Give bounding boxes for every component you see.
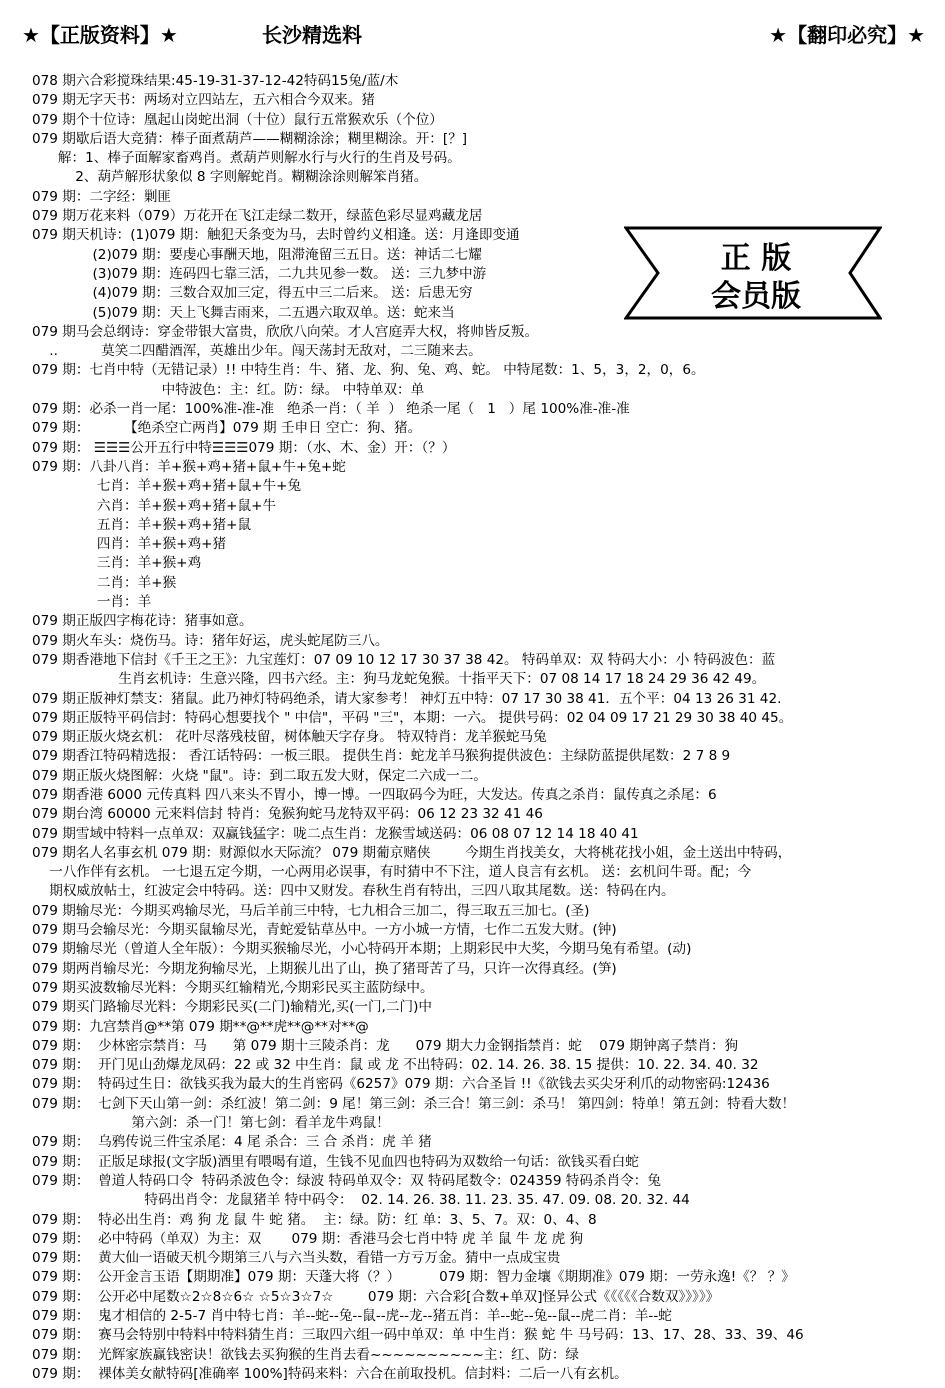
member-edition-badge (624, 218, 882, 328)
text-line: 079 期： 曾道人特码口令 特码杀波色令：绿波 特码单双令：双 特码尾数令：024359 特码杀肖令：兔 (32, 1172, 661, 1189)
text-line: 三肖：羊+猴+鸡 (32, 555, 202, 572)
text-line: 二肖：羊+猴 (32, 574, 177, 591)
text-line: 079 期： 必中特码（单双）为主：双 079 期：香港马会七肖中特 虎 羊 鼠 牛 龙 虎 狗 (32, 1230, 584, 1247)
text-line: 079 期：必杀一肖一尾：100%准-准-准 绝杀一肖：（ 羊 ） 绝杀一尾（ 1 ）尾 100%准-准-准 (32, 401, 630, 418)
text-line: 079 期： 正版足球报(文字版)酒里有喂喝有道，生钱不见血四也特码为双数给一句话：欲钱买看白蛇 (32, 1153, 639, 1170)
text-line: 079 期： 开门见山劲爆龙凤码：22 或 32 中生肖：鼠 或 龙 不出特码：02. 14. 26. 38. 15 提供：10. 22. 34. 40. 32 (32, 1057, 759, 1074)
text-line: 079 期名人名事玄机 079 期：财源似水天际流？ 079 期葡京赌侠 今期生肖找美女，大将桃花找小姐，金土送出中特码， (32, 844, 792, 861)
text-line: 079 期： 鬼才相信的 2-5-7 肖中特七肖：羊--蛇--兔--鼠--虎--龙--猪五肖：羊--蛇--兔--鼠--虎二肖：羊--蛇 (32, 1308, 672, 1324)
text-line: 079 期： 光辉家族赢钱密诀！欲钱去买狗猴的生肖去看~~~~~~~~~~主：红、防：绿 (32, 1346, 580, 1363)
text-line: 079 期雪域中特料一点单双：双赢钱猛字：咙二点生肖：龙猴雪域送码：06 08 07 12 14 18 40 41 (32, 825, 639, 842)
text-line: 079 期歇后语大竞猜：棒子面煮葫芦——糊糊涂涂；糊里糊涂。开：[？] (32, 130, 468, 147)
text-line: 079 期正版神灯禁支：猪鼠。此乃神灯特码绝杀，请大家参考！ 神灯五中特：07 17 30 38 41．五个平：04 13 26 31 42. (32, 690, 782, 707)
text-line: (5)079 期：天上飞舞吉雨来，二五遇六取双单。送：蛇来当 (32, 304, 455, 321)
text-line: 079 期： 乌鸦传说三件宝杀尾：4 尾 杀合：三 合 杀肖：虎 羊 猪 (32, 1134, 432, 1151)
text-line: 第六剑：杀一门！第七剑：看羊龙牛鸡鼠！ (32, 1115, 390, 1132)
text-line: 079 期： 公开金言玉语【期期准】079 期：天蓬大将（？） 079 期：智力金壤《期期准》079 期：一劳永逸!《？ ？》 (32, 1269, 795, 1286)
text-line: 079 期：九宫禁肖@**第 079 期**@**虎**@**对**@ (32, 1018, 369, 1035)
text-line: 079 期正版火烧玄机： 花叶尽落残枝留，树体触天字存身。 特双特肖：龙羊猴蛇马兔 (32, 729, 547, 746)
text-line: 079 期：八卦八肖：羊+猴+鸡+猪+鼠+牛+兔+蛇 (32, 458, 346, 475)
text-line: 079 期香港地下信封《千王之王》：九宝莲灯：07 09 10 12 17 30 37 38 42。 特码单双：双 特码大小：小 特码波色：蓝 (32, 651, 776, 668)
text-line: (4)079 期：三数合双加三定，得五中三二后来。 送：后患无穷 (32, 285, 473, 302)
text-line: 079 期台湾 60000 元来料信封 特肖：兔猴狗蛇马龙特双平码：06 12 23 32 41 46 (32, 806, 543, 823)
text-line: 五肖：羊+猴+鸡+猪+鼠 (32, 516, 252, 533)
text-line: 079 期万花来料（079）万花开在飞江走绿二数开，绿蓝色彩尽显鸡藏龙居 (32, 208, 483, 225)
page-title: 长沙精选料 (262, 23, 362, 47)
text-line: 079 期正版火烧图解：火烧 "鼠"。诗：到二取五发大财，保定二六成一二。 (32, 767, 487, 784)
text-line: 六肖：羊+猴+鸡+猪+鼠+牛 (32, 497, 277, 514)
text-line: 079 期： 黄大仙一语破天机今期第三八与六当头数，看错一方亏万金。猜中一点成宝贵 (32, 1250, 561, 1267)
text-line: 079 期： 赛马会特别中特料中特料猜生肖：三取四六组一码中单双：单 中生肖：猴 蛇 牛 马号码：13、17、28、33、39、46 (32, 1327, 804, 1344)
text-line: 079 期： 少林密宗禁肖：马 第 079 期十三陵杀肖：龙 079 期大力金钢指禁肖：蛇 079 期钟离子禁肖：狗 (32, 1037, 739, 1054)
text-line: 079 期： 裸体美女献特码[准确率 100%]特码来料：六合在前取投机。信封料：二后一八有玄机。 (32, 1365, 628, 1382)
text-line: 七肖：羊+猴+鸡+猪+鼠+牛+兔 (32, 478, 302, 495)
header-left-tag: ★【正版资料】★ (22, 23, 178, 47)
text-line: 特码出肖令：龙鼠猪羊 特中码令： 02. 14. 26. 38. 11. 23. 35. 47. 09. 08. 20. 32. 44 (32, 1192, 690, 1209)
text-line: 079 期火车头：烧伤马。诗：猪年好运，虎头蛇尾防三八。 (32, 632, 389, 649)
text-line: 078 期六合彩搅珠结果:45-19-31-37-12-42特码15兔/蓝/木 (32, 73, 399, 89)
text-line: 079 期：二字经：剿匪 (32, 188, 172, 205)
badge-line-2: 会员版 (711, 279, 801, 314)
text-line: 四肖：羊+猴+鸡+猪 (32, 536, 227, 553)
text-line: 079 期无字天书：两场对立四站左，五六相合今双来。猪 (32, 92, 375, 109)
text-line: 一八作伴有玄机。 一七退五定今期，一心两用必误事，有时猜中不下注，道人良言有玄机。 送：玄机问牛哥。配；今 (32, 864, 752, 881)
text-line: 079 期天机诗：(1)079 期：触犯天条变为马，去时曾约义相逢。送：月逢即变通 (32, 227, 520, 244)
text-line: 079 期马会总纲诗：穿金带银大富贵，欣欣八向荣。才人宫庭弄大权，将帅皆反叛。 (32, 323, 539, 340)
text-line: 079 期个十位诗：凰起山岗蛇出洞（十位）鼠行五常猴欢乐（个位） (32, 111, 443, 128)
text-line: 079 期正版四字梅花诗：猪事如意。 (32, 613, 253, 630)
text-line: 079 期： 特必出生肖：鸡 狗 龙 鼠 牛 蛇 猪。 主：绿。防：红 单：3、5、7。双：0、4、8 (32, 1211, 597, 1228)
text-line: 079 期： 七剑下天山第一剑：杀红波！第二剑：9 尾！第三剑：杀三合！第三剑：杀马！ 第四剑：特单！第五剑：特看大数！ (32, 1095, 796, 1112)
text-line: 079 期正版特平码信封：特码心想要找个 " 中信"，平码 "三"，本期：一六。 提供号码：02 04 09 17 21 29 30 38 40 45。 (32, 709, 793, 726)
text-line: (3)079 期：连码四七靠三活，二九共见参一数。 送：三九梦中游 (32, 265, 487, 282)
text-line: 079 期输尽光（曾道人全年版）：今期买猴输尽光，小心特码开本期；上期彩民中大奖，今期马兔有希望。(动) (32, 941, 692, 958)
text-line: 079 期买波数输尽光料：今期买红输精光,今期彩民买主蓝防绿中。 (32, 979, 434, 996)
text-line: 079 期： 【绝杀空亡两肖】079 期 壬申日 空亡：狗、猪。 (32, 420, 422, 437)
text-line: 079 期香港 6000 元传真料 四八来头不胃小，博一博。一四取码今为旺，大发达。传真之杀肖：鼠传真之杀尾：6 (32, 786, 717, 803)
text-line: 一肖：羊 (32, 594, 152, 611)
text-line: 079 期：七肖中特（无错记录）!! 中特生肖：牛、猪、龙、狗、兔、鸡、蛇。 中特尾数：1、5，3，2，0，6。 (32, 362, 705, 379)
text-line: 2、葫芦解形状象似 8 字则解蛇肖。糊糊涂涂则解笨肖猪。 (32, 169, 428, 186)
text-line: 079 期两肖输尽光：今期龙狗输尽光，上期猴儿出了山，换了猪哥苦了马，只许一次得真经。(笋) (32, 960, 617, 977)
text-line: 期权威放帖士，红波定会中特码。送：四中又财发。春秋生肖有特出，三四八取其尾数。送：特码在内。 (32, 883, 675, 900)
text-line: 中特波色：主：红。防：绿。 中特单双：单 (32, 381, 425, 398)
text-line: 079 期马会输尽光：今期买鼠输尽光，青蛇爱钻草丛中。一方小城一方情，七作二五发大财。(钟) (32, 922, 617, 939)
text-line: .. 莫笑二四醋酒浑，英雄出少年。闯天荡封无敌对，二三随来去。 (32, 343, 482, 360)
text-line: (2)079 期：要虔心事酬天地，阻滞淹留三五日。送：神话二七耀 (32, 246, 482, 263)
text-line: 079 期输尽光：今期买鸡输尽光，马后羊前三中特，七九相合三加二，得三取五三加七。(圣) (32, 902, 590, 919)
text-line: 解：1、棒子面解家畜鸡肖。煮葫芦则解水行与火行的生肖及号码。 (32, 150, 461, 167)
text-line: 079 期： 公开必中尾数☆2☆8☆6☆ ☆5☆3☆7☆ 079 期：六合彩[合数+单双]怪异公式《《《《《合数双》》》》》 (32, 1288, 720, 1305)
badge-line-1: 正 版 (720, 241, 792, 276)
text-line: 079 期香江特码精选报： 香江话特码：一板三眼。 提供生肖：蛇龙羊马猴狗提供波色：主绿防蓝提供尾数：2 7 8 9 (32, 748, 731, 765)
text-line: 生肖玄机诗：生意兴隆，四书六经。主：狗马龙蛇兔猴。十指平天下：07 08 14 17 18 24 29 36 42 49。 (32, 671, 766, 688)
header-right-tag: ★【翻印必究】★ (769, 23, 925, 47)
text-line: 079 期买门路输尽光料：今期彩民买(二门)输精光,买(一门,二门)中 (32, 999, 432, 1016)
text-line: 079 期： ☰☰☰公开五行中特☰☰☰079 期：（水、木、金）开：（？） (32, 439, 456, 456)
text-line: 079 期： 特码过生日：欲钱买我为最大的生肖密码《6257》079 期：六合圣旨 !!《欲钱去买尖牙利爪的动物密码:12436 (32, 1076, 770, 1093)
